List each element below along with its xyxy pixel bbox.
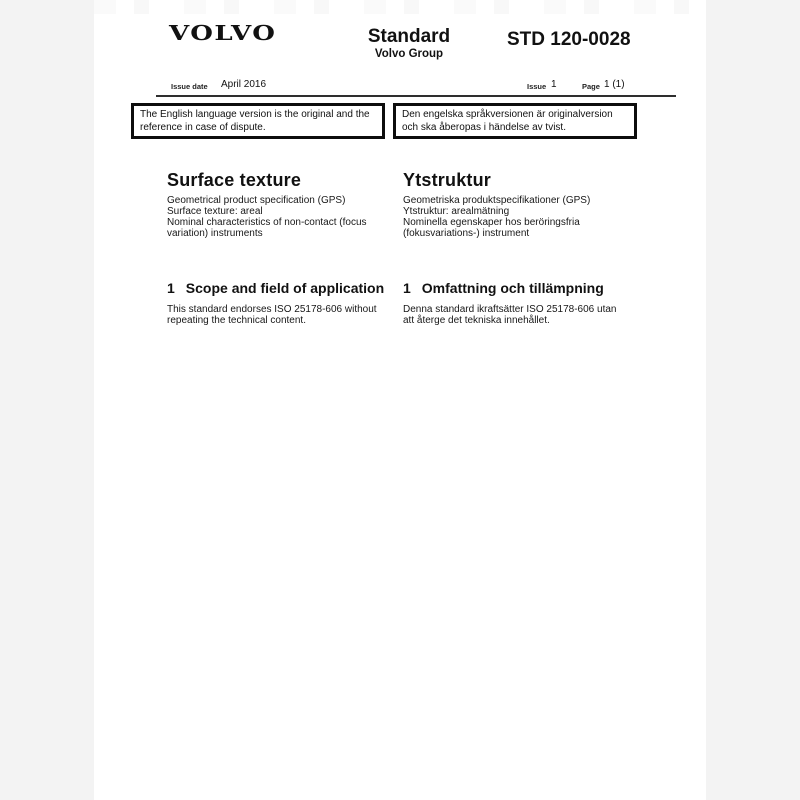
organization-name: Volvo Group: [374, 48, 444, 60]
title-swedish: Ytstruktur: [403, 170, 492, 190]
subtitle-english-line-1: Geometrical product specification (GPS): [167, 195, 346, 206]
subtitle-swedish-line-2: Ytstruktur: arealmätning: [403, 205, 510, 217]
section-number-english: 1: [167, 280, 175, 296]
section-heading-english: [167, 280, 384, 296]
header-divider-rule: [156, 95, 676, 97]
section-title-english: Scope and field of application: [185, 280, 385, 296]
volvo-logo: VOLVO: [169, 22, 277, 46]
subtitle-swedish-line-3: Nominella egenskaper hos beröringsfria (fokusvariations-) instrument: [403, 216, 580, 239]
document-type-block: [344, 27, 474, 61]
language-notice-text-swedish: Den engelska språkversionen är originalversion och ska åberopas i händelse av tvist.: [402, 109, 613, 133]
subtitle-swedish: [403, 196, 619, 240]
section-body-swedish: Denna standard ikraftsätter ISO 25178-606 utan att återge det tekniska innehållet.: [403, 304, 617, 326]
issue-label: Issue: [527, 82, 547, 91]
document-number: STD 120-0028: [507, 29, 631, 50]
section-title-swedish: Omfattning och tillämpning: [421, 280, 604, 296]
issue-date-value: April 2016: [221, 79, 267, 90]
title-english: Surface texture: [167, 170, 302, 190]
scan-noise-band: [94, 0, 706, 14]
section-heading-swedish: [403, 280, 604, 296]
document-type-title: Standard: [367, 26, 451, 47]
subtitle-english-line-3: Nominal characteristics of non-contact (focus variation) instruments: [167, 216, 367, 239]
subtitle-english: [167, 196, 383, 240]
issue-value: 1: [551, 79, 557, 90]
language-notice-text-english: The English language version is the original and the reference in case of dispute.: [140, 109, 370, 133]
language-notice-box-english: [131, 103, 385, 139]
section-body-english: This standard endorses ISO 25178-606 without repeating the technical content.: [167, 304, 377, 326]
language-notice-box-swedish: [393, 103, 637, 139]
subtitle-english-line-2: Surface texture: areal: [167, 205, 263, 217]
subtitle-swedish-line-1: Geometriska produktspecifikationer (GPS): [403, 195, 591, 206]
page-label: Page: [582, 82, 600, 91]
document-page: [94, 0, 706, 800]
section-number-swedish: 1: [403, 280, 411, 296]
issue-date-label: Issue date: [171, 82, 208, 91]
page-value: 1 (1): [604, 79, 625, 90]
